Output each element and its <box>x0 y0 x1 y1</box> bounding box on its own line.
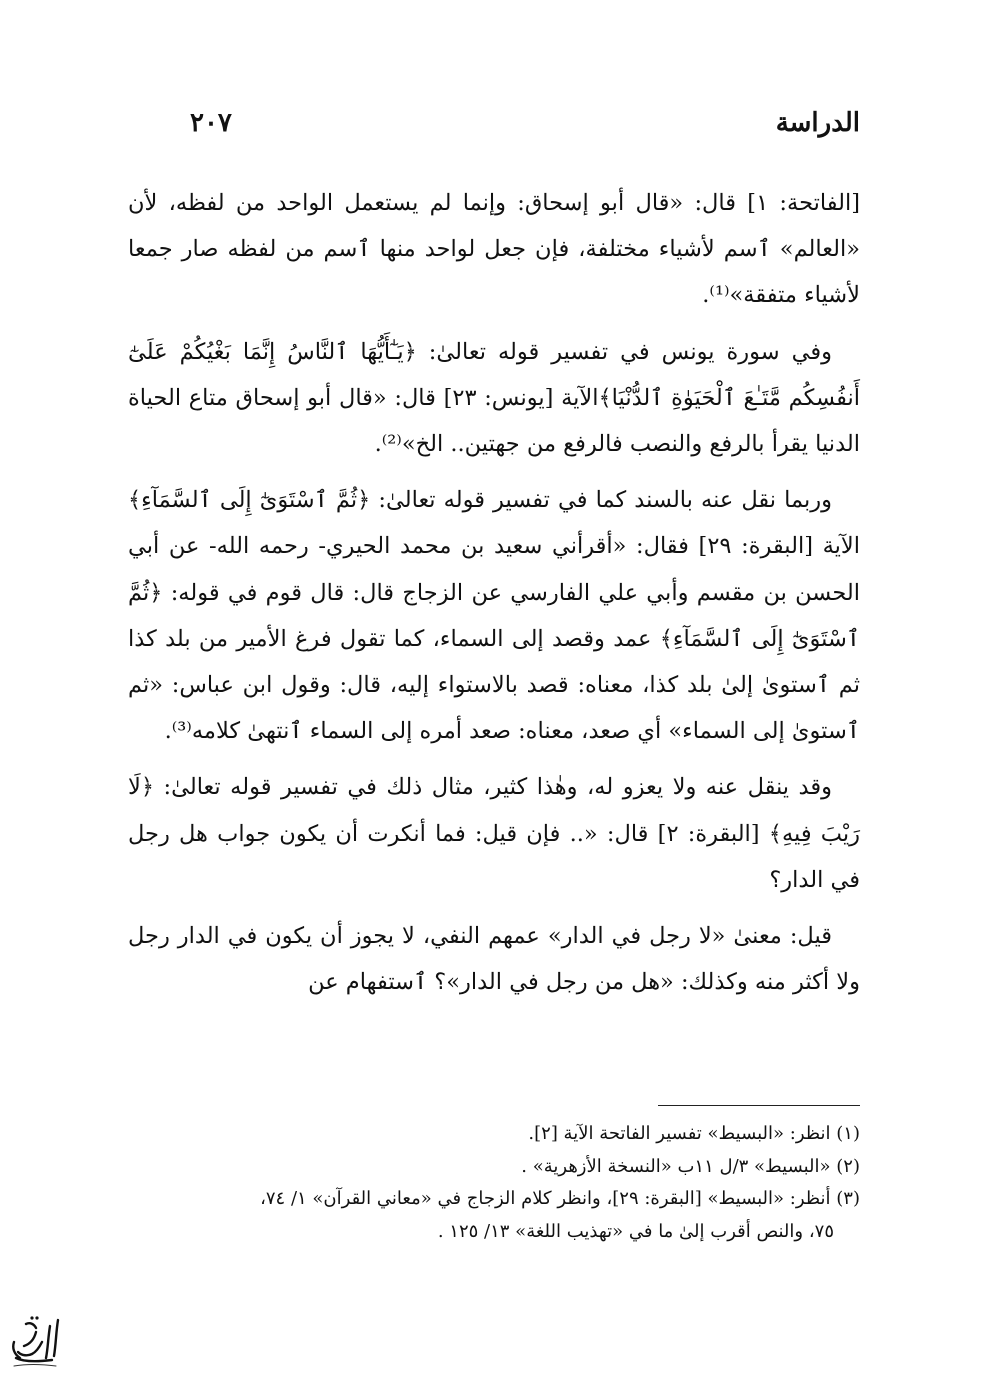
paragraph: وربما نقل عنه بالسند كما في تفسير قوله تعالىٰ: ﴿ثُمَّ ٱسْتَوَىٰٓ إِلَى ٱلسَّمَآءِ﴾ الآية [البقرة: ٢٩] فقال: «أقرأني سعيد بن محمد الحيري- رحمه الله- عن أبي الحسن بن مقسم وأبي علي الفارسي عن الزجاج قال: قال قوم في قوله: ﴿ثُمَّ ٱسْتَوَىٰٓ إِلَى ٱلسَّمَآءِ﴾ عمد وقصد إلى السماء، كما تقول فرغ الأمير من بلد كذا ثم ٱستوىٰ إلىٰ بلد كذا، معناه: قصد بالاستواء إليه، قال: وقول ابن عباس: «ثم ٱستوىٰ إلى السماء» أي صعد، معناه: صعد أمره إلى السماء ٱنتهىٰ كلامه⁽³⁾. <box>128 487 860 745</box>
paragraph: قيل: معنىٰ «لا رجل في الدار» عمهم النفي، لا يجوز أن يكون في الدار رجل ولا أكثر منه وكذلك: «هل من رجل في الدار»؟ ٱستفهام عن <box>128 923 860 996</box>
footnote: (٣) أنظر: «البسيط» [البقرة: ٢٩]، وانظر كلام الزجاج في «معاني القرآن» ١/ ٧٤، <box>260 1188 860 1209</box>
paragraph: [الفاتحة: ١] قال: «قال أبو إسحاق: وإنما لم يستعمل الواحد من لفظه، لأن «العالم» ٱسم لأشياء مختلفة، فإن جعل لواحد منها ٱسم من لفظه صار جمعا لأشياء متفقة»⁽¹⁾. <box>128 190 860 309</box>
section-title: الدراسة <box>775 108 860 138</box>
paragraph: وقد ينقل عنه ولا يعزو له، وهٰذا كثير، مثال ذلك في تفسير قوله تعالىٰ: ﴿لَا رَيْبَ فِيهِ﴾ [البقرة: ٢] قال: «.. فإن قيل: فما أنكرت أن يكون جواب هل رجل في الدار؟ <box>128 774 861 893</box>
footnote-continuation: ٧٥، والنص أقرب إلىٰ ما في «تهذيب اللغة» ١٣/ ١٢٥ . <box>437 1220 834 1242</box>
publisher-logo-icon <box>6 1312 64 1374</box>
footnote-divider <box>658 1105 860 1106</box>
footnote: (١) انظر: «البسيط» تفسير الفاتحة الآية [٢]. <box>528 1123 860 1144</box>
running-header <box>130 108 860 148</box>
footnote: (٢) «البسيط» ٣/ل ١١ب «النسخة الأزهرية» . <box>521 1155 860 1177</box>
body-text <box>128 180 860 1015</box>
paragraph: وفي سورة يونس في تفسير قوله تعالىٰ: ﴿يَـٰٓأَيُّهَا ٱلنَّاسُ إِنَّمَا بَغْيُكُمْ عَلَىٰٓ أَنفُسِكُم مَّتَـٰعَ ٱلْحَيَوٰةِ ٱلدُّنْيَا﴾الآية [يونس: ٢٣] قال: «قال أبو إسحاق متاع الحياة الدنيا يقرأ بالرفع والنصب فالرفع من جهتين.. الخ»⁽²⁾. <box>128 338 861 458</box>
footnotes <box>128 1118 860 1248</box>
page-number: ٢٠٧ <box>190 108 232 138</box>
